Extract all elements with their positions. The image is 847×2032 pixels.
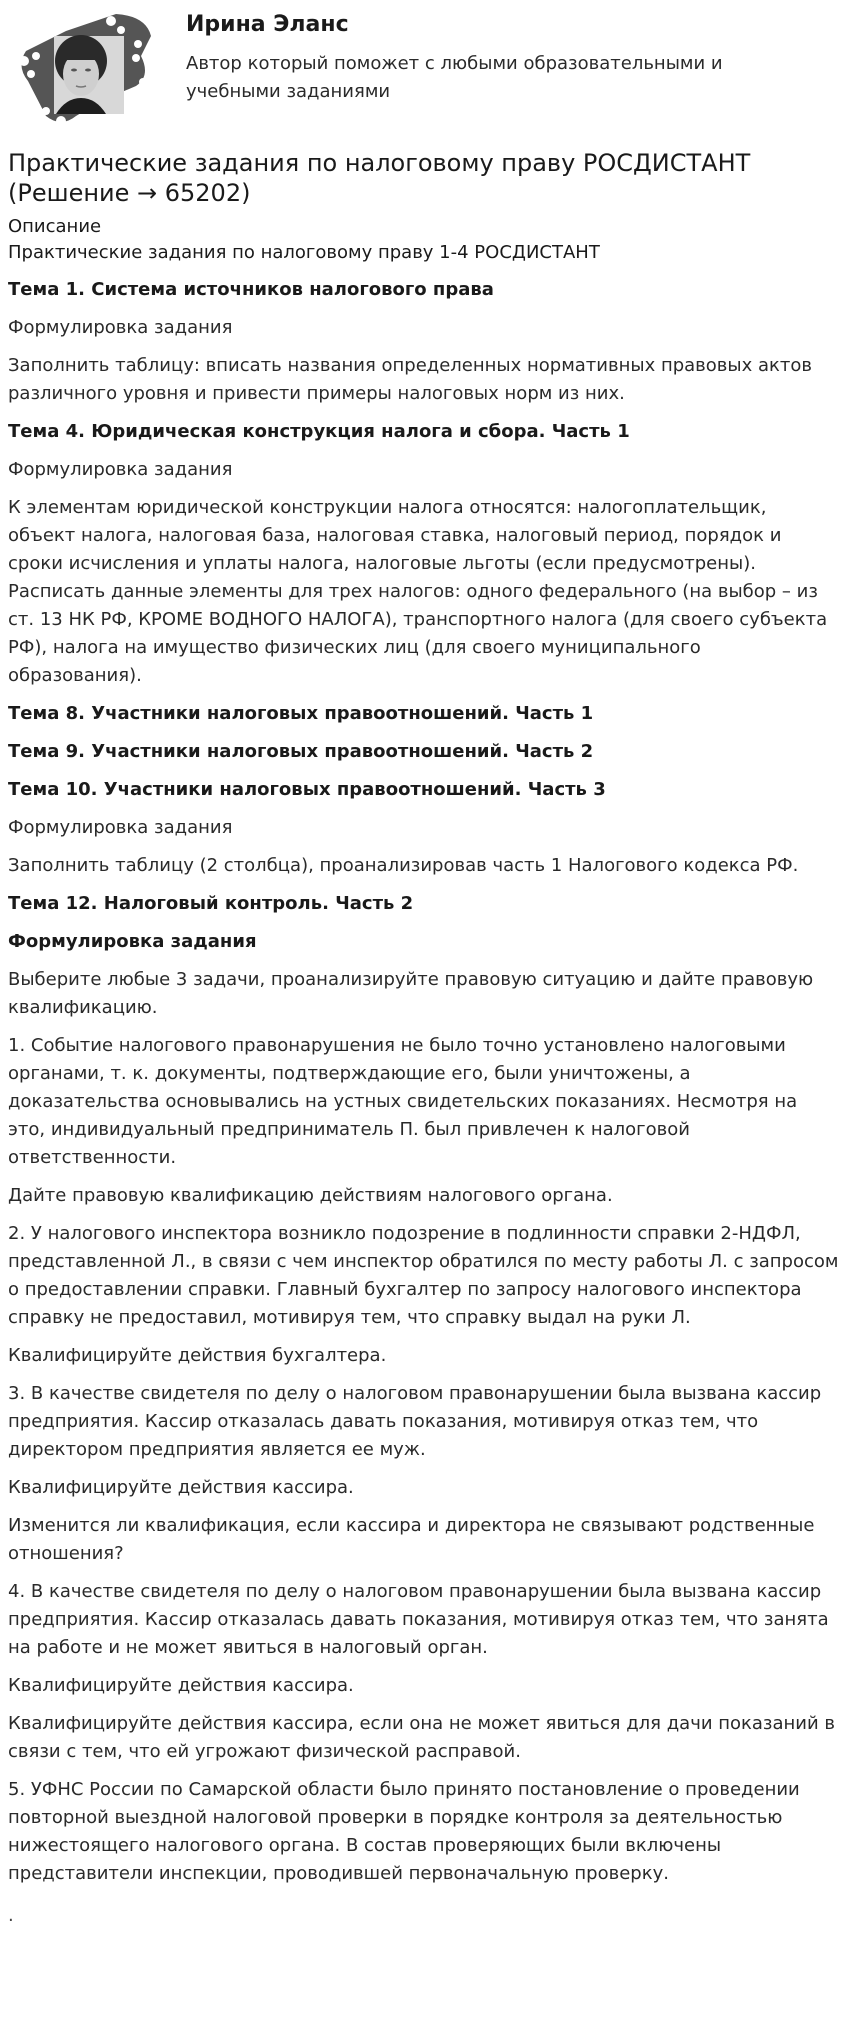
task-label: Формулировка задания: [8, 817, 233, 838]
topic-heading: Тема 12. Налоговый контроль. Часть 2: [8, 893, 414, 914]
page-title: Практические задания по налоговому праву РОСДИСТАНТ (Решение → 65202): [8, 149, 751, 207]
problem-text: 5. УФНС России по Самарской области было принято постановление о проведении повторной выездной налоговой проверки в порядке контроля за деятельностью нижестоящего налогового органа. В состав проверяющих были включены представители инспекции, проводившей первоначальную проверку.: [8, 1779, 800, 1884]
main-content: [0, 148, 847, 1930]
task-text: Заполнить таблицу (2 столбца), проанализировав часть 1 Налогового кодекса РФ.: [8, 855, 799, 876]
problem-text: 4. В качестве свидетеля по делу о налоговом правонарушении была вызвана кассир предприятия. Кассир отказалась давать показания, мотивируя отказ тем, что занята на работе и не может явиться в налоговый орган.: [8, 1581, 829, 1658]
problem-question: Квалифицируйте действия кассира.: [8, 1477, 354, 1498]
topic-heading: Тема 9. Участники налоговых правоотношений. Часть 2: [8, 741, 594, 762]
topic-heading: Тема 10. Участники налоговых правоотношений. Часть 3: [8, 779, 606, 800]
task-text: Выберите любые 3 задачи, проанализируйте правовую ситуацию и дайте правовую квалификацию.: [8, 969, 814, 1018]
problem-question: Изменится ли квалификация, если кассира и директора не связывают родственные отношения?: [8, 1515, 815, 1564]
problem-text: 3. В качестве свидетеля по делу о налоговом правонарушении была вызвана кассир предприятия. Кассир отказалась давать показания, мотивируя отказ тем, что директором предприятия является ее муж.: [8, 1383, 822, 1460]
task-text: Заполнить таблицу: вписать названия определенных нормативных правовых актов различного уровня и привести примеры налоговых норм из них.: [8, 355, 813, 404]
description-subtitle: Практические задания по налоговому праву 1-4 РОСДИСТАНТ: [8, 242, 600, 263]
problem-question: Квалифицируйте действия кассира, если она не может явиться для дачи показаний в связи с тем, что ей угрожают физической расправой.: [8, 1713, 836, 1762]
topic-heading: Тема 4. Юридическая конструкция налога и сбора. Часть 1: [8, 421, 630, 442]
problem-question: Квалифицируйте действия кассира.: [8, 1675, 354, 1696]
author-header: [0, 0, 847, 130]
problem-question: Дайте правовую квалификацию действиям налогового органа.: [8, 1185, 613, 1206]
trailing-mark: .: [8, 1905, 14, 1926]
author-description: Автор который поможет с любыми образовательными и учебными заданиями: [186, 53, 723, 102]
task-label: Формулировка задания: [8, 931, 257, 952]
problem-text: 1. Событие налогового правонарушения не было точно установлено налоговыми органами, т. к. документы, подтверждающие его, были уничтожены, а доказательства основывались на устных свидетельских показаниях. Несмотря на это, индивидуальный предприниматель П. был привлечен к налоговой ответственности.: [8, 1035, 798, 1168]
topic-heading: Тема 8. Участники налоговых правоотношений. Часть 1: [8, 703, 594, 724]
task-label: Формулировка задания: [8, 459, 233, 480]
problem-question: Квалифицируйте действия бухгалтера.: [8, 1345, 387, 1366]
problem-text: 2. У налогового инспектора возникло подозрение в подлинности справки 2-НДФЛ, представленной Л., в связи с чем инспектор обратился по месту работы Л. с запросом о предоставлении справки. Главный бухгалтер по запросу налогового инспектора справку не предоставил, мотивируя тем, что справку выдал на руки Л.: [8, 1223, 839, 1328]
author-avatar-icon: [6, 6, 156, 126]
description-label: Описание: [8, 216, 102, 237]
author-name[interactable]: Ирина Эланс: [186, 12, 349, 37]
topic-heading: Тема 1. Система источников налогового права: [8, 279, 494, 300]
task-text: К элементам юридической конструкции налога относятся: налогоплательщик, объект налога, налоговая база, налоговая ставка, налоговый период, порядок и сроки исчисления и уплаты налога, налоговые льготы (если предусмотрены). Расписать данные элементы для трех налогов: одного федерального (на выбор – из ст. 13 НК РФ, КРОМЕ ВОДНОГО НАЛОГА), транспортного налога (для своего субъекта РФ), налога на имущество физических лиц (для своего муниципального образования).: [8, 497, 828, 686]
task-label: Формулировка задания: [8, 317, 233, 338]
